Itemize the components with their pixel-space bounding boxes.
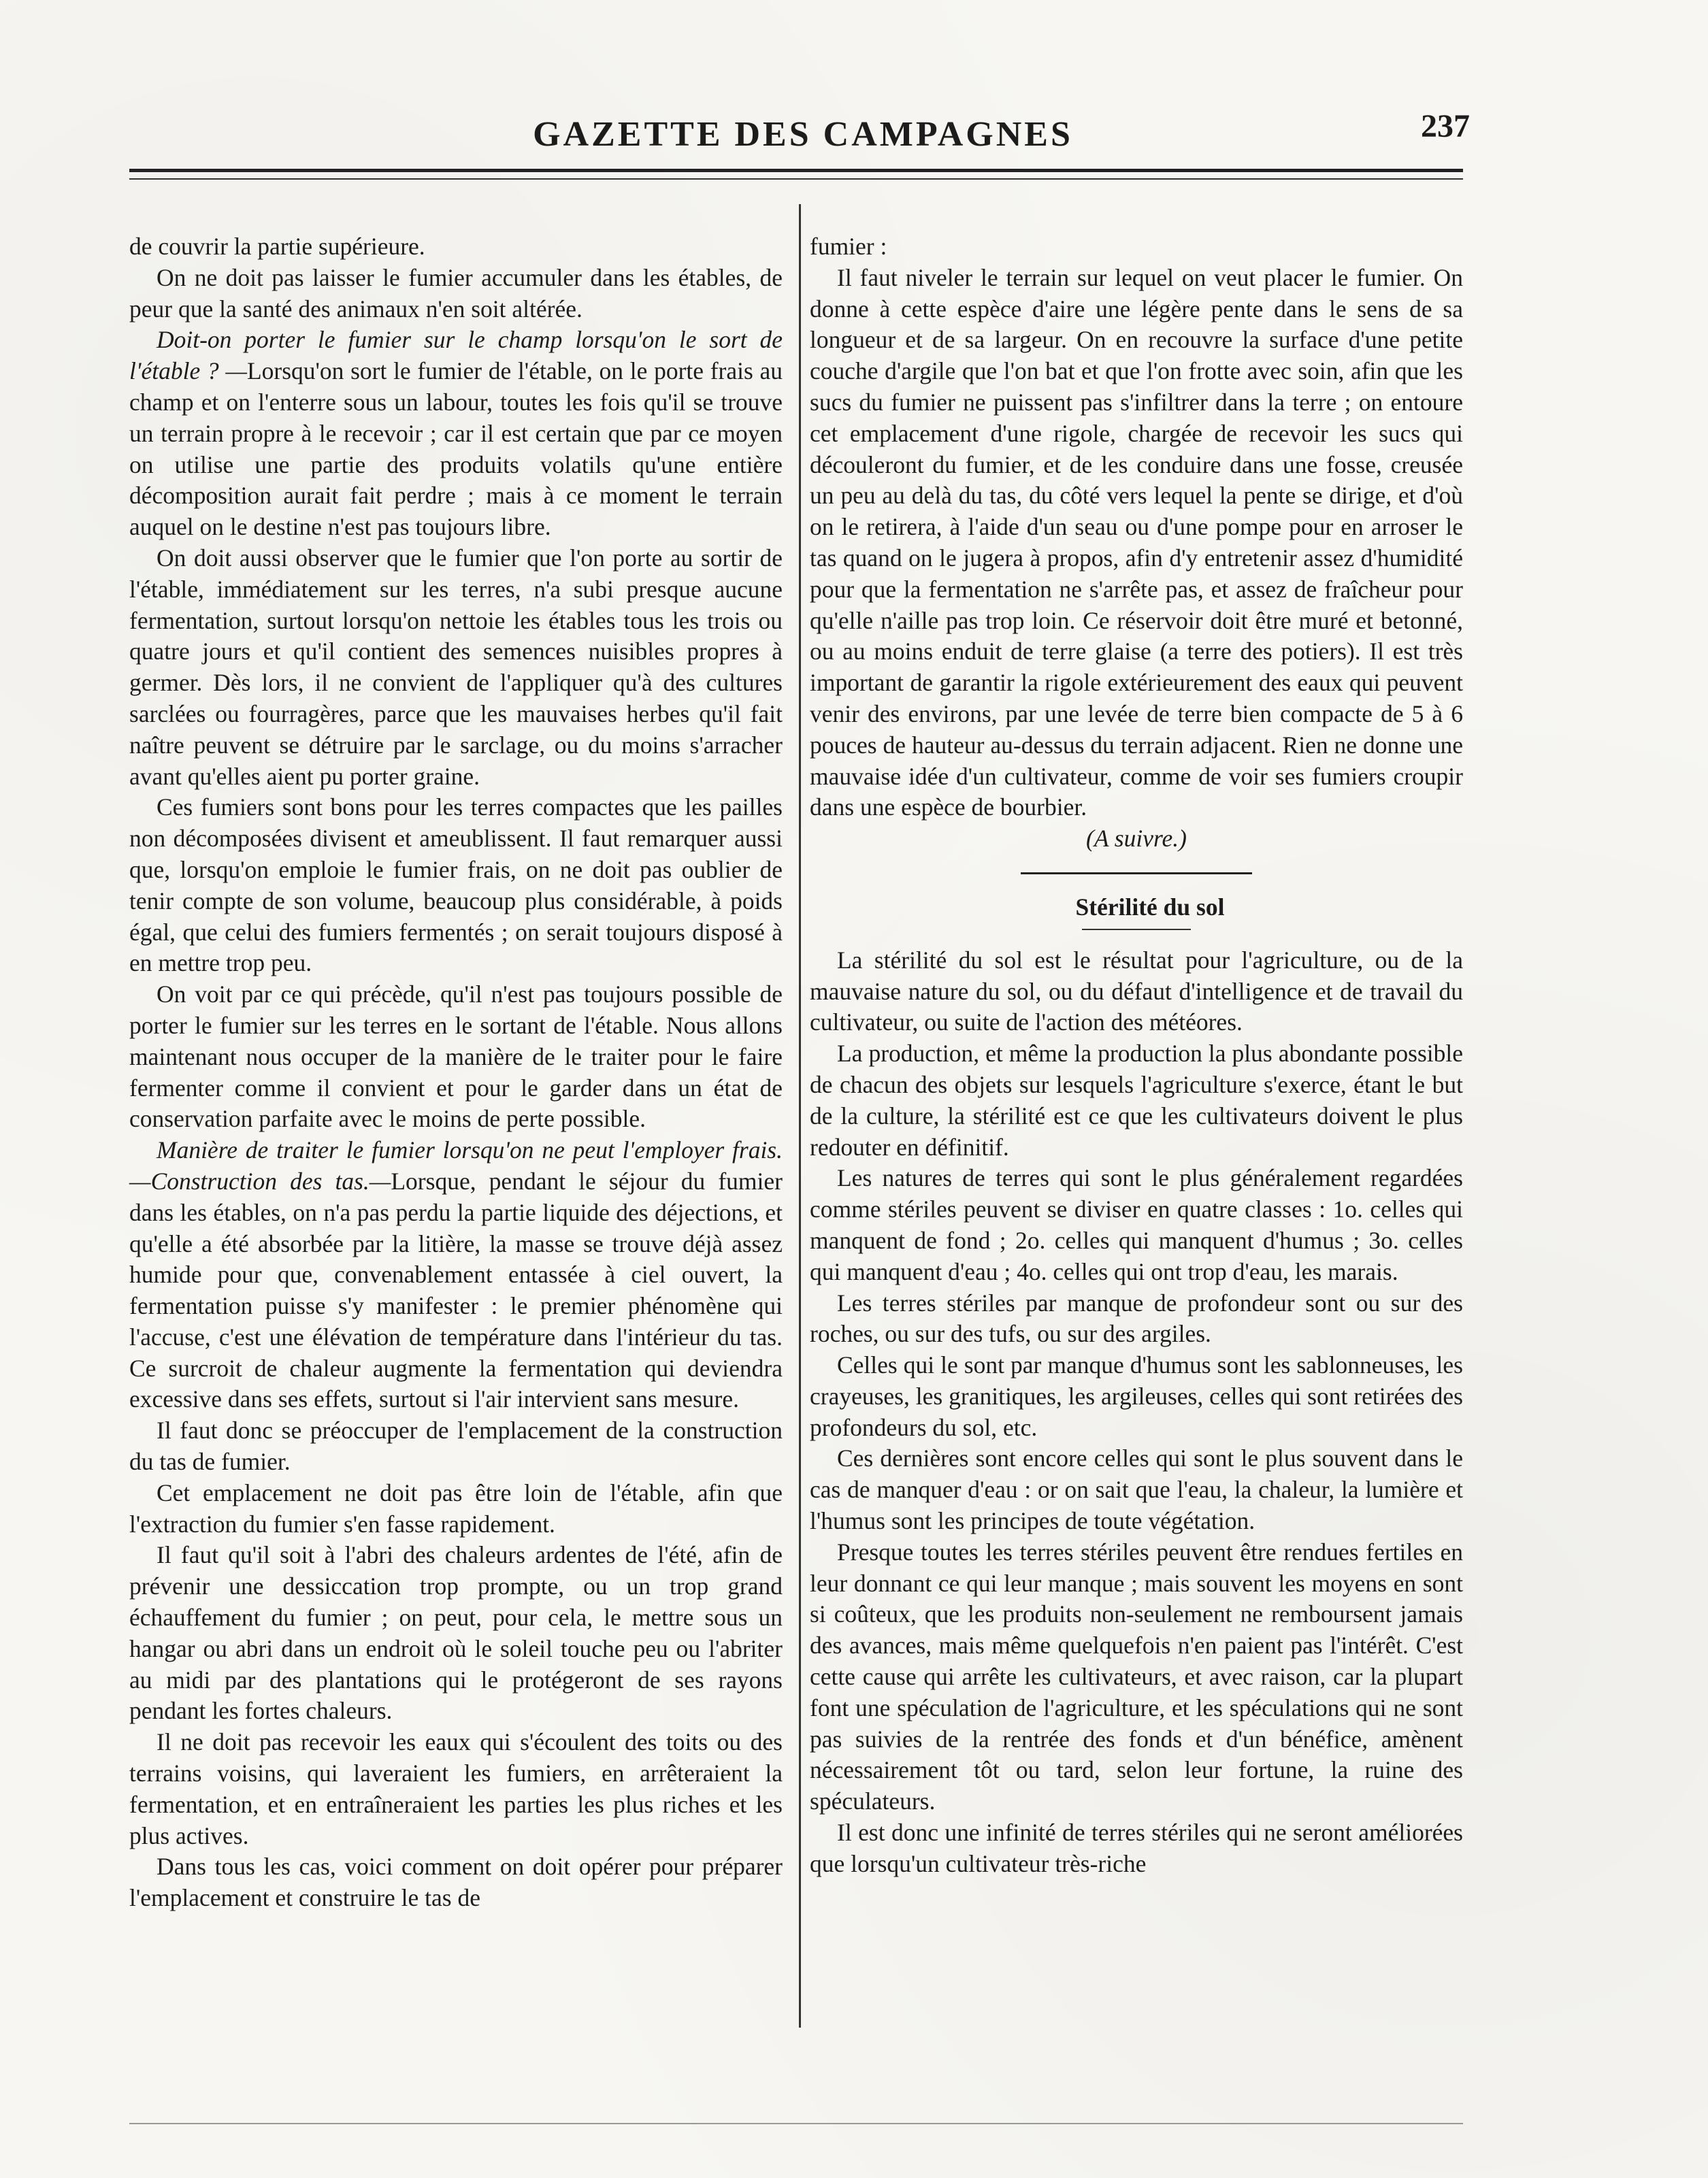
paragraph: de couvrir la partie supérieure. (129, 233, 425, 260)
footer-rule (129, 2123, 1463, 2124)
paragraph: Il faut qu'il soit à l'abri des chaleurs ardentes de l'été, afin de prévenir une dessiccation trop prompte, ou un trop grand échauffement du fumier ; on peut, pour cela, le mettre sous un hangar ou abri dans un endroit où le soleil touche peu ou l'abriter au midi par des plantations qui le protégeront de ses rayons pendant les fortes chaleurs. (129, 1541, 783, 1725)
column-divider (799, 204, 801, 2028)
paragraph: La stérilité du sol est le résultat pour l'agriculture, ou de la mauvaise nature du sol, ou du défaut d'intelligence et de travail du cultivateur, ou suite de l'action des météores. (810, 946, 1463, 1036)
page-number: 237 (1421, 108, 1470, 144)
paragraph: On doit aussi observer que le fumier que l'on porte au sortir de l'étable, immédiatement sur les terres, n'a subi presque aucune fermentation, surtout lorsqu'on nettoie les étables tous les trois ou quatre jours et qu'il contient des semences nuisibles propres à germer. Dès lors, il ne convient de l'appliquer qu'à des cultures sarclées ou fourragères, parce que les mauvaises herbes qu'il fait naître peuvent se détruire par le sarclage, ou du moins s'arracher avant qu'elles aient pu porter graine. (129, 544, 783, 790)
section-heading-inline: Manière de traiter le fumier lorsqu'on ne peut l'employer frais.—Construction des tas.— (129, 1136, 783, 1195)
paragraph: fumier : (810, 233, 887, 260)
paragraph: La production, et même la production la plus abondante possible de chacun des objets sur lesquels l'agriculture s'exerce, étant le but de la culture, la stérilité est ce que les cultivateurs doivent le plus redouter en définitif. (810, 1040, 1463, 1161)
paragraph: Les natures de terres qui sont le plus généralement regardées comme stériles peuvent se diviser en quatre classes : 1o. celles qui manquent de fond ; 2o. celles qui manquent d'humus ; 3o. celles qui manquent d'eau ; 4o. celles qui ont trop d'eau, les marais. (810, 1164, 1463, 1285)
header-rule-thick (129, 169, 1463, 172)
paragraph: Dans tous les cas, voici comment on doit opérer pour préparer l'emplacement et construire le tas de (129, 1853, 783, 1912)
paragraph (129, 1135, 783, 1415)
paragraph: Ces dernières sont encore celles qui sont le plus souvent dans le cas de manquer d'eau : or on sait que l'eau, la chaleur, la lumière et l'humus sont les principes de toute végétation. (810, 1445, 1463, 1535)
paragraph: Cet emplacement ne doit pas être loin de l'étable, afin que l'extraction du fumier s'en fasse rapidement. (129, 1479, 783, 1538)
paragraph: Presque toutes les terres stériles peuvent être rendues fertiles en leur donnant ce qui leur manque ; mais souvent les moyens en sont si coûteux, que les produits non-seulement ne remboursent jamais des avances, mais même quelquefois n'en paient pas l'intérêt. C'est cette cause qui arrête les cultivateurs, et avec raison, car la plupart font une spéculation de l'agriculture, et les spéculations qui ne sont pas suivies de la rentrée des fonds et d'un bénéfice, amènent nécessairement tôt ou tard, selon leur fortune, la ruine des spéculateurs. (810, 1538, 1463, 1815)
paragraph-text: Lorsque, pendant le séjour du fumier dans les étables, on n'a pas perdu la partie liquide des déjections, et qu'elle a été absorbée par la litière, la masse se trouve déjà assez humide pour que, convenablement entassée à ciel ouvert, la fermentation puisse s'y manifester : le premier phénomène qui l'accuse, c'est une élévation de température dans l'intérieur du tas. Ce surcroit de chaleur augmente la fermentation qui deviendra excessive dans ses effets, surtout si l'air intervient sans mesure. (129, 1167, 783, 1413)
paragraph: Les terres stériles par manque de profondeur sont ou sur des roches, ou sur des tufs, ou sur des argiles. (810, 1289, 1463, 1348)
paragraph: Il ne doit pas recevoir les eaux qui s'écoulent des toits ou des terrains voisins, qui laveraient les fumiers, en arrêteraient la fermentation, et en entraîneraient les parties les plus riches et les plus actives. (129, 1728, 783, 1849)
paragraph-text: Lorsqu'on sort le fumier de l'étable, on le porte frais au champ et on l'enterre sous un labour, toutes les fois qu'il se trouve un terrain propre à le recevoir ; car il est certain que par ce moyen on utilise une partie des produits volatils qu'une entière décomposition aurait fait perdre ; mais à ce moment le terrain auquel on le destine n'est pas toujours libre. (129, 357, 783, 541)
paragraph: On voit par ce qui précède, qu'il n'est pas toujours possible de porter le fumier sur les terres en le sortant de l'étable. Nous allons maintenant nous occuper de la manière de le traiter pour le faire fermenter comme il convient et pour le garder dans un état de conservation parfaite avec le moins de perte possible. (129, 980, 783, 1133)
right-column (810, 231, 1463, 1880)
paragraph: Celles qui le sont par manque d'humus sont les sablonneuses, les crayeuses, les granitiques, les argileuses, celles qui sont retirées des profondeurs du sol, etc. (810, 1351, 1463, 1441)
left-column (129, 231, 783, 1914)
section-question: Doit-on porter le fumier sur le champ lorsqu'on le sort de l'étable ? — (129, 326, 783, 385)
section-divider (1021, 872, 1252, 874)
newspaper-title: GAZETTE DES CAMPAGNES (533, 115, 1073, 154)
paragraph: Il faut niveler le terrain sur lequel on veut placer le fumier. On donne à cette espèce d'aire une légère pente dans le sens de sa longueur et de sa largeur. On en recouvre la surface d'une petite couche d'argile que l'on bat et que l'on frotte avec soin, afin que les sucs du fumier ne puissent pas s'infiltrer dans la terre ; on entoure cet emplacement d'une rigole, chargée de recevoir les sucs qui découleront du fumier, et de les conduire dans une fosse, creusée un peu au delà du tas, du côté vers lequel la pente se dirige, et d'où on le retirera, à l'aide d'un seau ou d'une pompe pour en arroser le tas quand on le jugera à propos, afin d'y entretenir assez d'humidité pour que la fermentation ne s'arrête pas, et assez de fraîcheur pour qu'elle n'aille pas trop loin. Ce réservoir doit être muré et betonné, ou au moins enduit de terre glaise (a terre des potiers). Il est très important de garantir la rigole extérieurement des eaux qui peuvent venir des environs, par une levée de terre bien compacte de 5 à 6 pouces de hauteur au-dessus du terrain adjacent. Rien ne donne une mauvaise idée d'un cultivateur, comme de voir ses fumiers croupir dans une espèce de bourbier. (810, 263, 1463, 821)
to-be-continued: (A suivre.) (1086, 825, 1187, 853)
paragraph: Il est donc une infinité de terres stériles qui ne seront améliorées que lorsqu'un cultivateur très-riche (810, 1819, 1463, 1877)
paragraph: On ne doit pas laisser le fumier accumuler dans les étables, de peur que la santé des animaux n'en soit altérée. (129, 263, 783, 323)
title-underline (1082, 929, 1191, 930)
paragraph: Ces fumiers sont bons pour les terres compactes que les pailles non décomposées divisent et ameublissent. Il faut remarquer aussi que, lorsqu'on emploie le fumier frais, on ne doit pas oublier de tenir compte de son volume, beaucoup plus considérable, à poids égal, que celui des fumiers fermentés ; on serait toujours disposé à en mettre trop peu. (129, 793, 783, 977)
header-rule-thin (129, 178, 1463, 180)
section-title: Stérilité du sol (1075, 893, 1225, 921)
paragraph: Il faut donc se préoccuper de l'emplacement de la construction du tas de fumier. (129, 1417, 783, 1476)
page-header (129, 102, 1477, 177)
paragraph (129, 325, 783, 543)
